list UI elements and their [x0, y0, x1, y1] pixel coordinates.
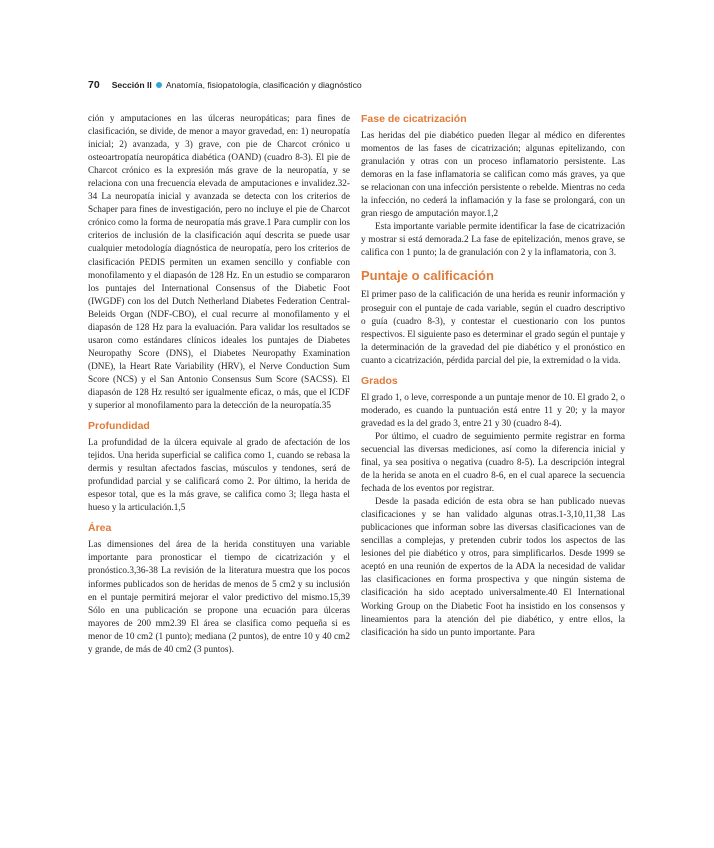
bullet-dot-icon	[156, 82, 162, 88]
paragraph-puntaje: El primer paso de la calificación de una herida es reunir información y proseguir con el puntaje de cada variable, según el cuadro descriptivo o guía (cuadro 8-3), y contestar el cuestionario con los puntos respectivos. El siguiente paso es determinar el grado según el puntaje y la determinación de la gravedad del pie diabético y el pronóstico en cuanto a cicatrización, pérdida parcial del pie, la extremidad o la vida.	[361, 290, 625, 366]
section-label: Sección II	[111, 80, 152, 90]
heading-grados: Grados	[361, 374, 398, 387]
running-header	[88, 77, 648, 93]
heading-profundidad: Profundidad	[88, 420, 150, 433]
right-column	[361, 113, 625, 640]
paragraph-grados-3: Desde la pasada edición de esta obra se han publicado nuevas clasificaciones y se han validado algunas otras.1-3,10,11,38 Las publicaciones que informan sobre las diversas clasificaciones van de sencillas a complejas, y pretenden cubrir todos los aspectos de las lesiones del pie diabético y otros, para simplificarlos. Desde 1999 se aceptó en una reunión de expertos de la ADA la necesidad de validar las clasificaciones en forma prospectiva y que ningún sistema de clasificación ha sido aceptado universalmente.40 El International Working Group on the Diabetic Foot ha insistido en los consensos y lineamientos para la atención del pie diabético, y entre ellos, la clasificación ha sido un punto importante. Para	[361, 497, 625, 638]
heading-area: Área	[88, 522, 112, 535]
section-subtitle: Anatomía, fisiopatología, clasificación y diagnóstico	[165, 80, 362, 90]
paragraph-neuropatia: ción y amputaciones en las úlceras neuropáticas; para fines de clasificación, se divide, de menor a mayor gravedad, en: 1) neuropatía inicial; 2) avanzada, y 3) grave, con pie de Charcot crónico u osteoartropatía neuropática diabética (OAND) (cuadro 8-3). El pie de Charcot crónico es la expresión más grave de la neuropatía, y se relaciona con una frecuencia elevada de amputaciones e invalidez.32-34 La neuropatía inicial y avanzada se detecta con los criterios de Schaper para fines de investigación, pero no incluye el pie de Charcot crónico como la forma de neuropatía más grave.1 Para cumplir con los criterios de inclusión de la clasificación aquí descrita se puede usar cualquier metodología diagnóstica de neuropatía, pero los criterios de clasificación PEDIS permiten un examen sencillo y confiable con monofilamento y el diapasón de 128 Hz. En un estudio se compararon los puntajes del International Consensus of the Diabetic Foot (IWGDF) con los del Dutch Netherland Diabetes Federation Central-Beleids Organ (NDF-CBO), el cual recurre al monofilamento y el diapasón de 128 Hz para la evaluación. Para validar los resultados se usaron como estándares clínicos ideales los puntajes de Diabetes Neuropathy Score (DNS), el Diabetes Neuropathy Examination (DNE), la Heart Rate Variability (HRV), el Nerve Conduction Sum Score (NCS) y el San Antonio Consensus Sum Score (SACSS). El diapasón de 128 Hz resultó ser igualmente eficaz, o más, que el ICDF y superior al monofilamento para la detección de la neuropatía.35	[88, 114, 350, 412]
heading-puntaje: Puntaje o calificación	[361, 268, 494, 284]
paragraph-area: Las dimensiones del área de la herida constituyen una variable importante para pronosticar el tiempo de cicatrización y el pronóstico.3,36-38 La revisión de la literatura muestra que los pocos informes publicados son de heridas de menos de 5 cm2 y su inclusión en el puntaje permitirá mejorar el valor predictivo del mismo.15,39 Sólo en una publicación se propone una ecuación para úlceras mayores de 200 mm2.39 El área se clasifica como pequeña si es menor de 10 cm2 (1 punto); mediana (2 puntos), de entre 10 y 40 cm2 y grande, de más de 40 cm2 (3 puntos).	[88, 540, 350, 655]
left-column	[88, 113, 350, 657]
paragraph-profundidad: La profundidad de la úlcera equivale al grado de afectación de los tejidos. Una herida superficial se califica como 1, cuando se rebasa la dermis y resultan afectados fascias, músculos y tendones, será de profundidad parcial y se calificará como 2. Por último, la herida de espesor total, que es la más grave, se califica como 3; llega hasta el hueso y la articulación.1,5	[88, 438, 350, 514]
paragraph-grados-1: El grado 1, o leve, corresponde a un puntaje menor de 10. El grado 2, o moderado, es cuando la puntuación está entre 11 y 20; y la mayor gravedad es la del grado 3, entre 21 y 30 (cuadro 8-4).	[361, 392, 625, 429]
paragraph-grados-2: Por último, el cuadro de seguimiento permite registrar en forma secuencial las diversas mediciones, así como la diferencia inicial y final, ya sea positiva o negativa (cuadro 8-5). La descripción integral de la herida se anota en el cuadro 8-6, en el cual aparece la secuencia fechada de los eventos por registrar.	[361, 431, 625, 495]
paragraph-fase-1: Las heridas del pie diabético pueden llegar al médico en diferentes momentos de las fases de cicatrización; algunas epitelizando, con granulación y otras con un proceso inflamatorio persistente. Las demoras en la fase inflamatoria se califican como más graves, ya que se relacionan con una infección persistente o rebelde. Mientras no ceda la infección, no cederá la inflamación y la fase se prolongará, con un gran riesgo de amputación mayor.1,2	[361, 131, 625, 220]
paragraph-fase-2: Esta importante variable permite identificar la fase de cicatrización y mostrar si está demorada.2 La fase de epitelización, menos grave, se califica con 1 punto; la de granulación con 2 y la inflamatoria, con 3.	[361, 222, 625, 259]
page-number: 70	[88, 79, 100, 91]
heading-fase-cicatrizacion: Fase de cicatrización	[361, 113, 467, 125]
